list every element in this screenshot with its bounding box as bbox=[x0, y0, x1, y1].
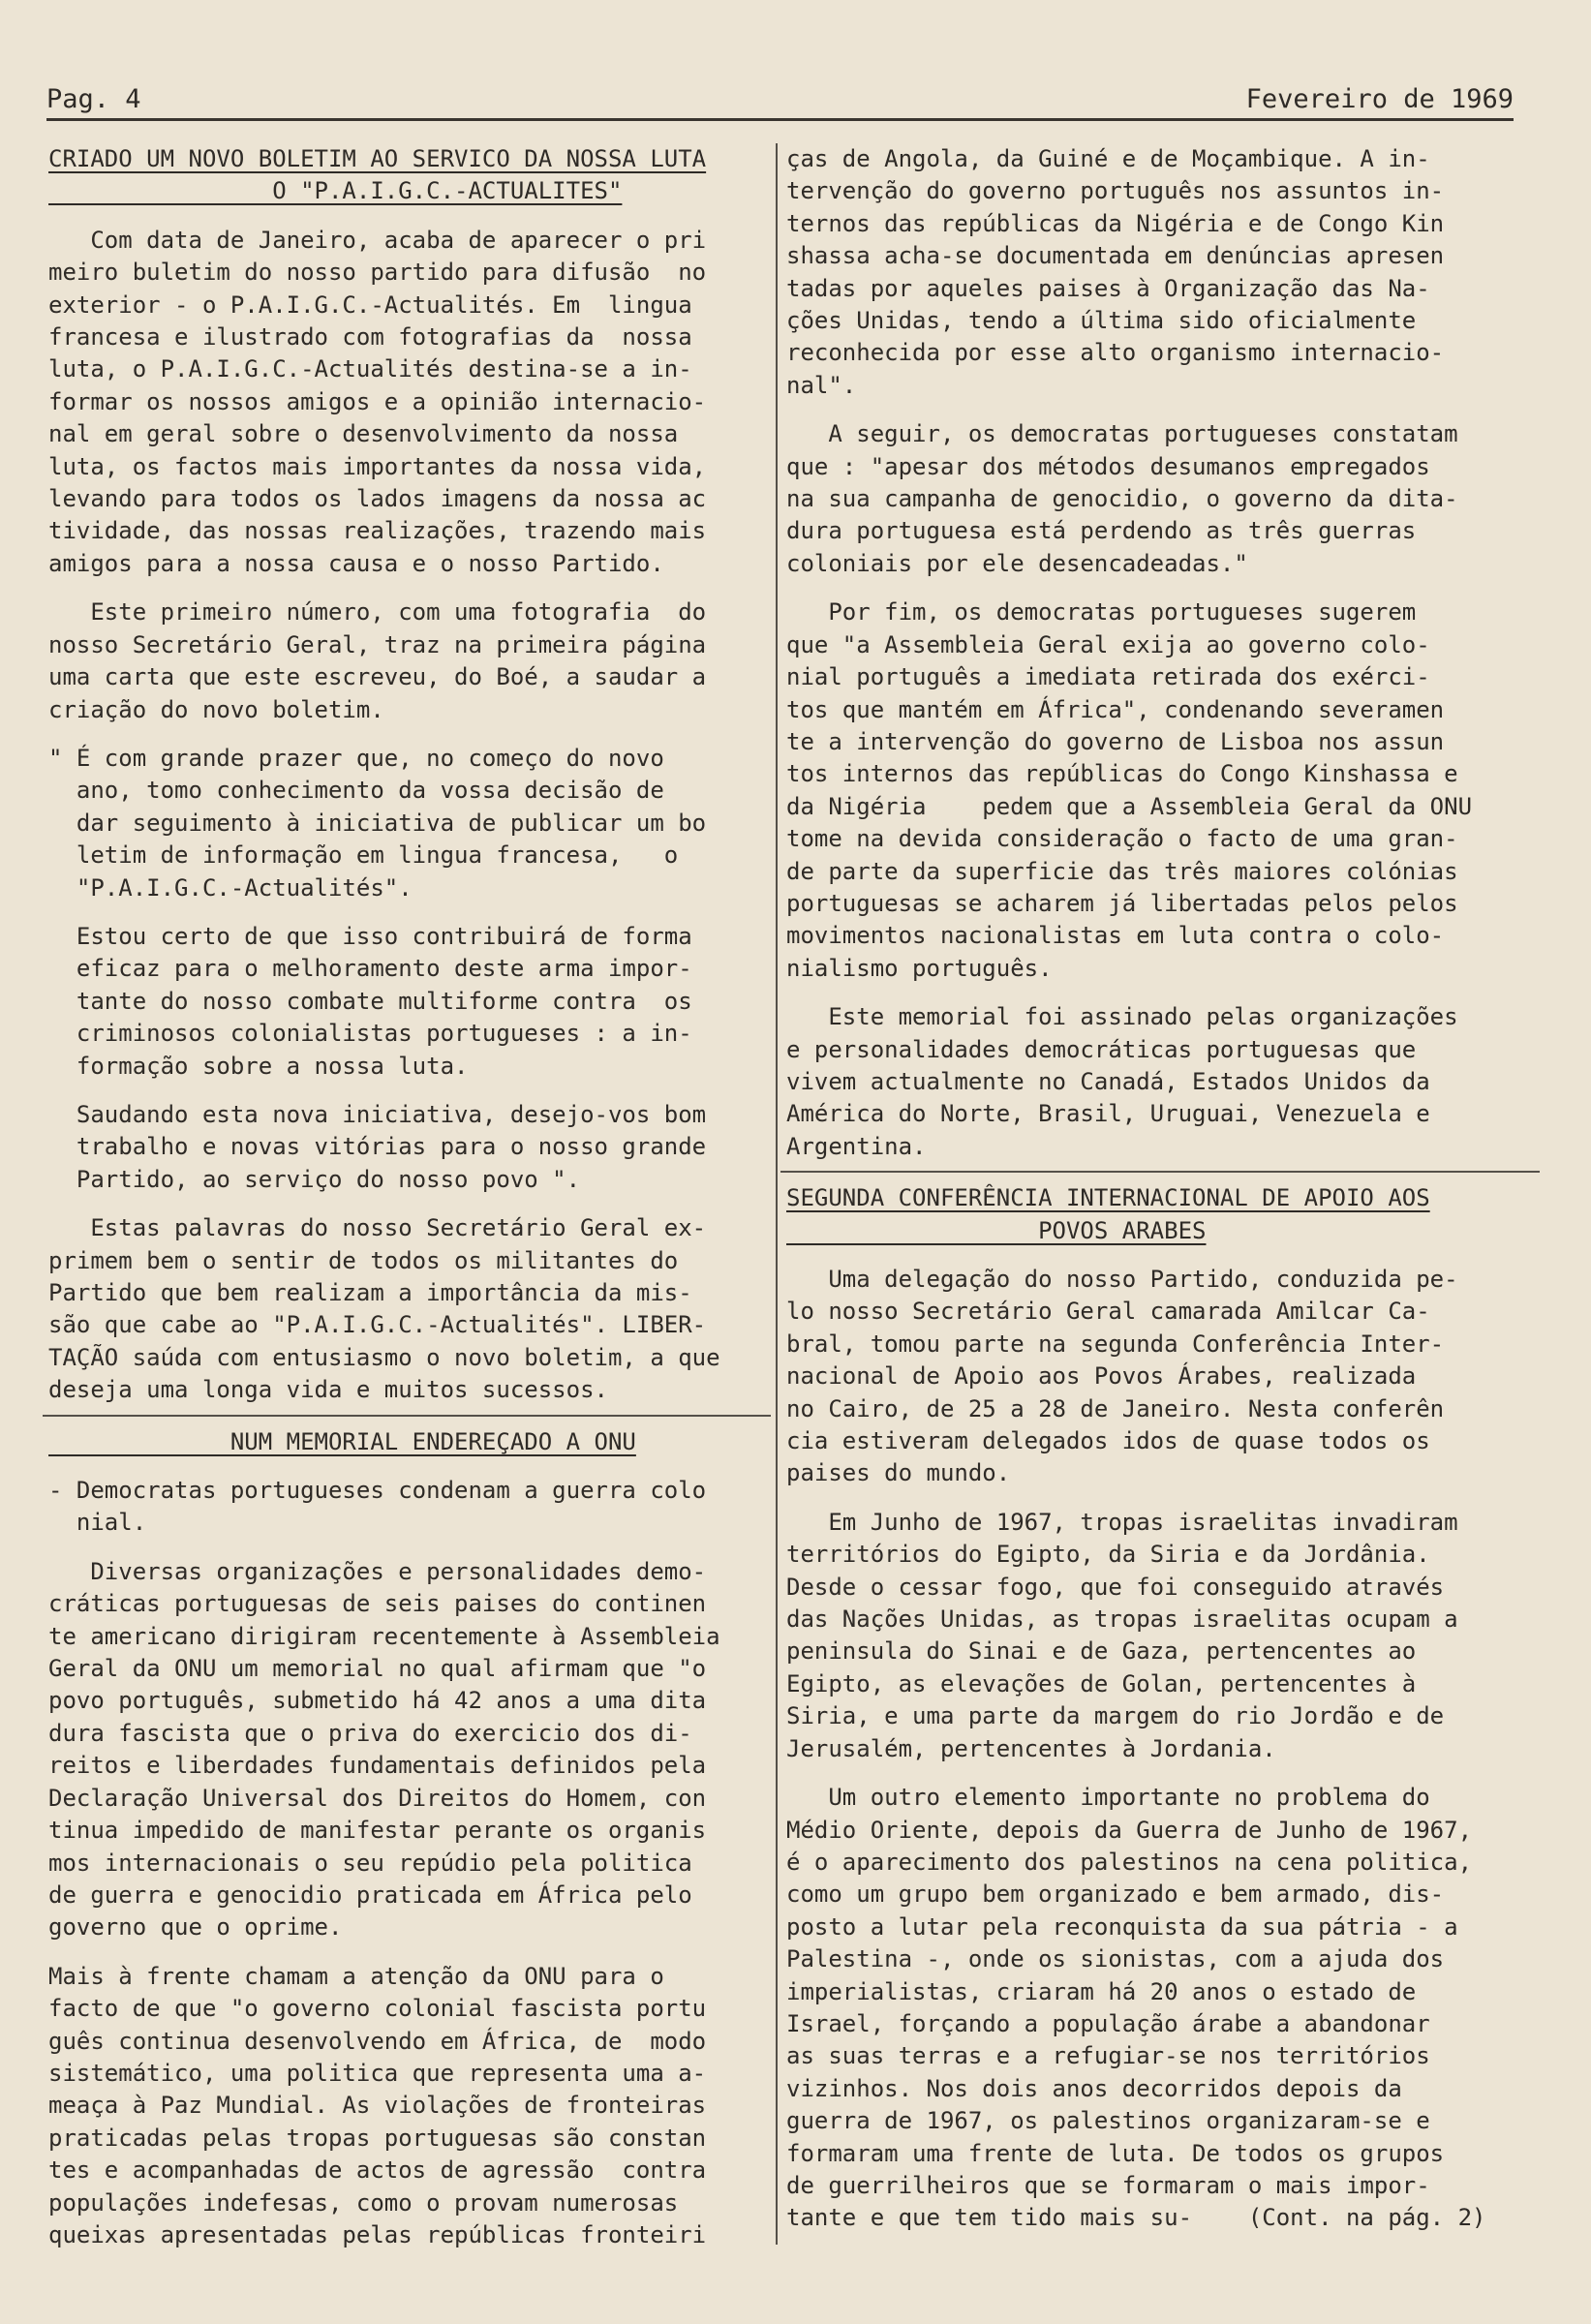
text-line: te americano dirigiram recentemente à Assembleia bbox=[48, 1622, 720, 1650]
text-line: levando para todos os lados imagens da nossa ac bbox=[48, 485, 707, 513]
headline-line: SEGUNDA CONFERÊNCIA INTERNACIONAL DE APOIO AOS bbox=[786, 1184, 1430, 1212]
text-line: nialismo português. bbox=[786, 954, 1053, 982]
text-line: Este primeiro número, com uma fotografia do bbox=[48, 598, 707, 627]
paragraph bbox=[48, 1475, 765, 1540]
text-line: formar os nossos amigos e a opinião internacio- bbox=[48, 387, 707, 415]
paragraph bbox=[786, 143, 1534, 402]
paragraph-gap bbox=[48, 1944, 765, 1961]
text-line: Por fim, os democratas portugueses sugerem bbox=[786, 598, 1417, 627]
text-line: bral, tomou parte na segunda Conferência Inter- bbox=[786, 1330, 1445, 1358]
text-line: são que cabe ao "P.A.I.G.C.-Actualités". LIBER- bbox=[48, 1311, 707, 1339]
text-line: como um grupo bem organizado e bem armado, dis- bbox=[786, 1881, 1445, 1909]
text-line: coloniais por ele desencadeadas." bbox=[786, 549, 1248, 577]
paragraph-gap bbox=[48, 1083, 765, 1099]
text-line: guês continua desenvolvendo em África, de modo bbox=[48, 2027, 707, 2055]
paragraph-gap bbox=[48, 208, 765, 225]
paragraph-gap bbox=[48, 726, 765, 743]
text-line: nial português a imediata retirada dos exérci- bbox=[786, 663, 1430, 691]
paragraph bbox=[48, 921, 765, 1083]
paragraph bbox=[48, 596, 765, 726]
text-line: territórios do Egipto, da Siria e da Jordânia. bbox=[786, 1541, 1430, 1569]
text-line: nial. bbox=[48, 1509, 147, 1537]
text-line: paises do mundo. bbox=[786, 1459, 1011, 1487]
text-line: no Cairo, de 25 a 28 de Janeiro. Nesta conferên bbox=[786, 1394, 1445, 1422]
text-line: ças de Angola, da Guiné e de Moçambique. A in- bbox=[786, 145, 1430, 172]
article-headline bbox=[48, 1426, 765, 1458]
text-line: imperialistas, criaram há 20 anos o estado de bbox=[786, 1977, 1417, 2005]
paragraph-gap bbox=[786, 580, 1534, 596]
text-line: povo português, submetido há 42 anos a uma dita bbox=[48, 1687, 707, 1715]
paragraph bbox=[786, 1507, 1534, 1765]
text-line: tividade, das nossas realizações, trazendo mais bbox=[48, 517, 707, 545]
article-headline bbox=[48, 143, 765, 208]
paragraph bbox=[786, 1264, 1534, 1490]
text-line: "P.A.I.G.C.-Actualités". bbox=[48, 873, 413, 902]
text-line: vizinhos. Nos dois anos decorridos depois da bbox=[786, 2074, 1402, 2102]
text-line: tes e acompanhadas de actos de agressão contra bbox=[48, 2156, 707, 2185]
text-line: queixas apresentadas pelas repúblicas fronteiri bbox=[48, 2220, 707, 2248]
text-line: shassa acha-se documentada em denúncias apresen bbox=[786, 242, 1445, 270]
text-line: Uma delegação do nosso Partido, conduzida pe- bbox=[786, 1266, 1458, 1293]
text-line: cia estiveram delegados idos de quase todos os bbox=[786, 1427, 1430, 1455]
text-line: e personalidades democráticas portuguesas que bbox=[786, 1035, 1417, 1063]
paragraph bbox=[786, 596, 1534, 985]
paragraph bbox=[786, 1001, 1534, 1163]
text-line: Geral da ONU um memorial no qual afirmam que "o bbox=[48, 1655, 707, 1683]
paragraph bbox=[786, 1782, 1534, 2235]
text-line: populações indefesas, como o provam numerosas bbox=[48, 2188, 679, 2217]
paragraph-gap bbox=[48, 904, 765, 921]
text-line: facto de que "o governo colonial fascista portu bbox=[48, 1995, 707, 2023]
text-line: praticadas pelas tropas portuguesas são constan bbox=[48, 2124, 707, 2152]
paragraph bbox=[48, 1556, 765, 1944]
text-line: Partido que bem realizam a importância da mis- bbox=[48, 1279, 692, 1306]
text-line: ano, tomo conhecimento da vossa decisão de bbox=[48, 777, 664, 805]
section-divider bbox=[43, 1415, 771, 1417]
text-line: luta, os factos mais importantes da nossa vida, bbox=[48, 452, 707, 480]
text-line: meiro buletim do nosso partido para difusão no bbox=[48, 259, 707, 287]
text-line: das Nações Unidas, as tropas israelitas ocupam a bbox=[786, 1605, 1458, 1634]
text-line: movimentos nacionalistas em luta contra o colo- bbox=[786, 922, 1445, 950]
text-line: Palestina -, onde os sionistas, com a ajuda dos bbox=[786, 1945, 1445, 1973]
section-divider bbox=[780, 1171, 1540, 1173]
paragraph-gap bbox=[786, 985, 1534, 1001]
text-line: Estou certo de que isso contribuirá de forma bbox=[48, 922, 692, 950]
text-line: exterior - o P.A.I.G.C.-Actualités. Em lingua bbox=[48, 290, 692, 319]
text-line: dura portuguesa está perdendo as três guerras bbox=[786, 517, 1417, 545]
text-line: dar seguimento à iniciativa de publicar um bo bbox=[48, 809, 707, 837]
text-line: lo nosso Secretário Geral camarada Amilcar Ca- bbox=[786, 1298, 1430, 1326]
text-line: Partido, ao serviço do nosso povo ". bbox=[48, 1165, 581, 1193]
text-line: tante do nosso combate multiforme contra os bbox=[48, 987, 692, 1015]
page-header bbox=[46, 79, 1514, 121]
text-line: tos internos das repúblicas do Congo Kinshassa e bbox=[786, 760, 1458, 788]
issue-date: Fevereiro de 1969 bbox=[1245, 84, 1514, 114]
paragraph-gap bbox=[48, 1540, 765, 1556]
text-line: tante e que tem tido mais su- (Cont. na pág. 2) bbox=[786, 2204, 1486, 2232]
text-line: Estas palavras do nosso Secretário Geral ex- bbox=[48, 1214, 707, 1242]
text-line: Médio Oriente, depois da Guerra de Junho de 1967, bbox=[786, 1816, 1473, 1844]
text-line: Diversas organizações e personalidades demo- bbox=[48, 1557, 707, 1585]
headline-line: O "P.A.I.G.C.-ACTUALITES" bbox=[48, 177, 623, 205]
text-line: de guerrilheiros que se formaram o mais impor- bbox=[786, 2171, 1430, 2199]
paragraph bbox=[48, 743, 765, 904]
text-line: as suas terras e a refugiar-se nos territórios bbox=[786, 2042, 1430, 2070]
text-line: da Nigéria pedem que a Assembleia Geral da ONU bbox=[786, 792, 1473, 820]
paragraph-gap bbox=[786, 2235, 1534, 2251]
text-line: formação sobre a nossa luta. bbox=[48, 1052, 469, 1080]
text-line: vivem actualmente no Canadá, Estados Unidos da bbox=[786, 1067, 1430, 1095]
text-line: mos internacionais o seu repúdio pela politica bbox=[48, 1849, 692, 1877]
text-line: posto a lutar pela reconquista da sua pátria - a bbox=[786, 1912, 1458, 1941]
text-line: nal em geral sobre o desenvolvimento da nossa bbox=[48, 420, 679, 448]
paragraph-gap bbox=[48, 1196, 765, 1212]
text-line: que : "apesar dos métodos desumanos empregados bbox=[786, 452, 1430, 480]
paragraph bbox=[48, 1212, 765, 1406]
text-line: Um outro elemento importante no problema do bbox=[786, 1784, 1430, 1812]
text-line: TAÇÃO saúda com entusiasmo o novo boletim, a que bbox=[48, 1343, 720, 1371]
text-line: criminosos colonialistas portugueses : a in- bbox=[48, 1020, 692, 1048]
paragraph bbox=[48, 1099, 765, 1196]
paragraph-gap bbox=[786, 1490, 1534, 1507]
text-line: portuguesas se acharem já libertadas pelos pelos bbox=[786, 889, 1458, 917]
text-line: guerra de 1967, os palestinos organizaram-se e bbox=[786, 2107, 1430, 2135]
headline-line: NUM MEMORIAL ENDEREÇADO A ONU bbox=[48, 1427, 636, 1455]
paragraph bbox=[48, 1961, 765, 2252]
paragraph-gap bbox=[786, 1765, 1534, 1782]
text-line: peninsula do Sinai e de Gaza, pertencentes ao bbox=[786, 1637, 1417, 1666]
text-line: Saudando esta nova iniciativa, desejo-vos bom bbox=[48, 1100, 707, 1128]
text-line: Israel, forçando a população árabe a abandonar bbox=[786, 2009, 1430, 2037]
text-line: nal". bbox=[786, 371, 857, 399]
text-line: ções Unidas, tendo a última sido oficialmente bbox=[786, 307, 1417, 335]
text-line: Mais à frente chamam a atenção da ONU para o bbox=[48, 1962, 664, 1990]
text-line: Declaração Universal dos Direitos do Homem, con bbox=[48, 1784, 707, 1812]
text-line: nosso Secretário Geral, traz na primeira página bbox=[48, 630, 707, 658]
text-line: dura fascista que o priva do exercicio dos di- bbox=[48, 1719, 692, 1747]
text-line: de parte da superficie das três maiores colónias bbox=[786, 857, 1458, 885]
text-line: reitos e liberdades fundamentais definidos pela bbox=[48, 1752, 707, 1780]
text-line: Jerusalém, pertencentes à Jordania. bbox=[786, 1734, 1276, 1762]
text-line: Desde o cessar fogo, que foi conseguido através bbox=[786, 1573, 1445, 1601]
column-divider bbox=[776, 143, 778, 2245]
text-line: deseja uma longa vida e muitos sucessos. bbox=[48, 1376, 608, 1404]
text-line: Egipto, as elevações de Golan, pertencentes à bbox=[786, 1669, 1417, 1697]
text-line: sistemático, uma politica que representa uma a- bbox=[48, 2059, 707, 2087]
text-line: francesa e ilustrado com fotografias da nossa bbox=[48, 323, 692, 352]
text-line: letim de informação em lingua francesa, o bbox=[48, 841, 679, 870]
text-line: governo que o oprime. bbox=[48, 1913, 343, 1942]
text-line: Com data de Janeiro, acaba de aparecer o pri bbox=[48, 226, 707, 254]
text-line: é o aparecimento dos palestinos na cena politica, bbox=[786, 1848, 1473, 1876]
text-line: A seguir, os democratas portugueses constatam bbox=[786, 420, 1458, 448]
text-line: tadas por aqueles paises à Organização das Na- bbox=[786, 274, 1430, 302]
text-line: Em Junho de 1967, tropas israelitas invadiram bbox=[786, 1508, 1458, 1536]
text-line: uma carta que este escreveu, do Boé, a saudar a bbox=[48, 663, 707, 691]
left-column bbox=[48, 143, 765, 2268]
paragraph bbox=[48, 225, 765, 580]
text-line: de guerra e genocidio praticada em África pelo bbox=[48, 1881, 692, 1909]
text-line: tervenção do governo português nos assuntos in- bbox=[786, 177, 1445, 205]
text-line: te a intervenção do governo de Lisboa nos assun bbox=[786, 727, 1445, 755]
text-line: criação do novo boletim. bbox=[48, 695, 384, 723]
article-headline bbox=[786, 1182, 1534, 1247]
text-line: Argentina. bbox=[786, 1132, 927, 1160]
text-line: cráticas portuguesas de seis paises do continen bbox=[48, 1590, 707, 1618]
text-line: nacional de Apoio aos Povos Árabes, realizada bbox=[786, 1362, 1417, 1391]
text-line: na sua campanha de genocidio, o governo da dita- bbox=[786, 485, 1458, 513]
text-line: que "a Assembleia Geral exija ao governo colo- bbox=[786, 630, 1430, 658]
text-line: meaça à Paz Mundial. As violações de fronteiras bbox=[48, 2092, 707, 2120]
text-line: tome na devida consideração o facto de uma gran- bbox=[786, 825, 1458, 853]
page-number: Pag. 4 bbox=[46, 84, 141, 114]
text-line: ternos das repúblicas da Nigéria e de Congo Kin bbox=[786, 209, 1445, 237]
text-line: trabalho e novas vitórias para o nosso grande bbox=[48, 1133, 707, 1161]
text-line: Este memorial foi assinado pelas organizações bbox=[786, 1003, 1458, 1031]
text-line: luta, o P.A.I.G.C.-Actualités destina-se a in- bbox=[48, 355, 692, 383]
paragraph bbox=[786, 418, 1534, 580]
headline-line: CRIADO UM NOVO BOLETIM AO SERVICO DA NOSSA LUTA bbox=[48, 145, 707, 172]
headline-line: POVOS ARABES bbox=[786, 1216, 1207, 1244]
text-line: tinua impedido de manifestar perante os organis bbox=[48, 1817, 707, 1845]
text-line: amigos para a nossa causa e o nosso Partido. bbox=[48, 549, 664, 577]
text-line: Siria, e uma parte da margem do rio Jordão e de bbox=[786, 1702, 1445, 1730]
paragraph-gap bbox=[48, 580, 765, 596]
text-line: reconhecida por esse alto organismo internacio- bbox=[786, 339, 1445, 367]
paragraph-gap bbox=[48, 1458, 765, 1475]
text-line: formaram uma frente de luta. De todos os grupos bbox=[786, 2139, 1445, 2167]
text-line: tos que mantém em África", condenando severamen bbox=[786, 695, 1445, 723]
text-line: América do Norte, Brasil, Uruguai, Venezuela e bbox=[786, 1100, 1430, 1128]
text-line: eficaz para o melhoramento deste arma impor- bbox=[48, 955, 692, 983]
paragraph-gap bbox=[48, 2251, 765, 2268]
text-line: - Democratas portugueses condenam a guerra colo bbox=[48, 1477, 707, 1505]
right-column bbox=[786, 143, 1534, 2251]
paragraph-gap bbox=[786, 402, 1534, 418]
text-line: " É com grande prazer que, no começo do novo bbox=[48, 744, 664, 772]
paragraph-gap bbox=[786, 1247, 1534, 1264]
text-line: primem bem o sentir de todos os militantes do bbox=[48, 1246, 679, 1274]
